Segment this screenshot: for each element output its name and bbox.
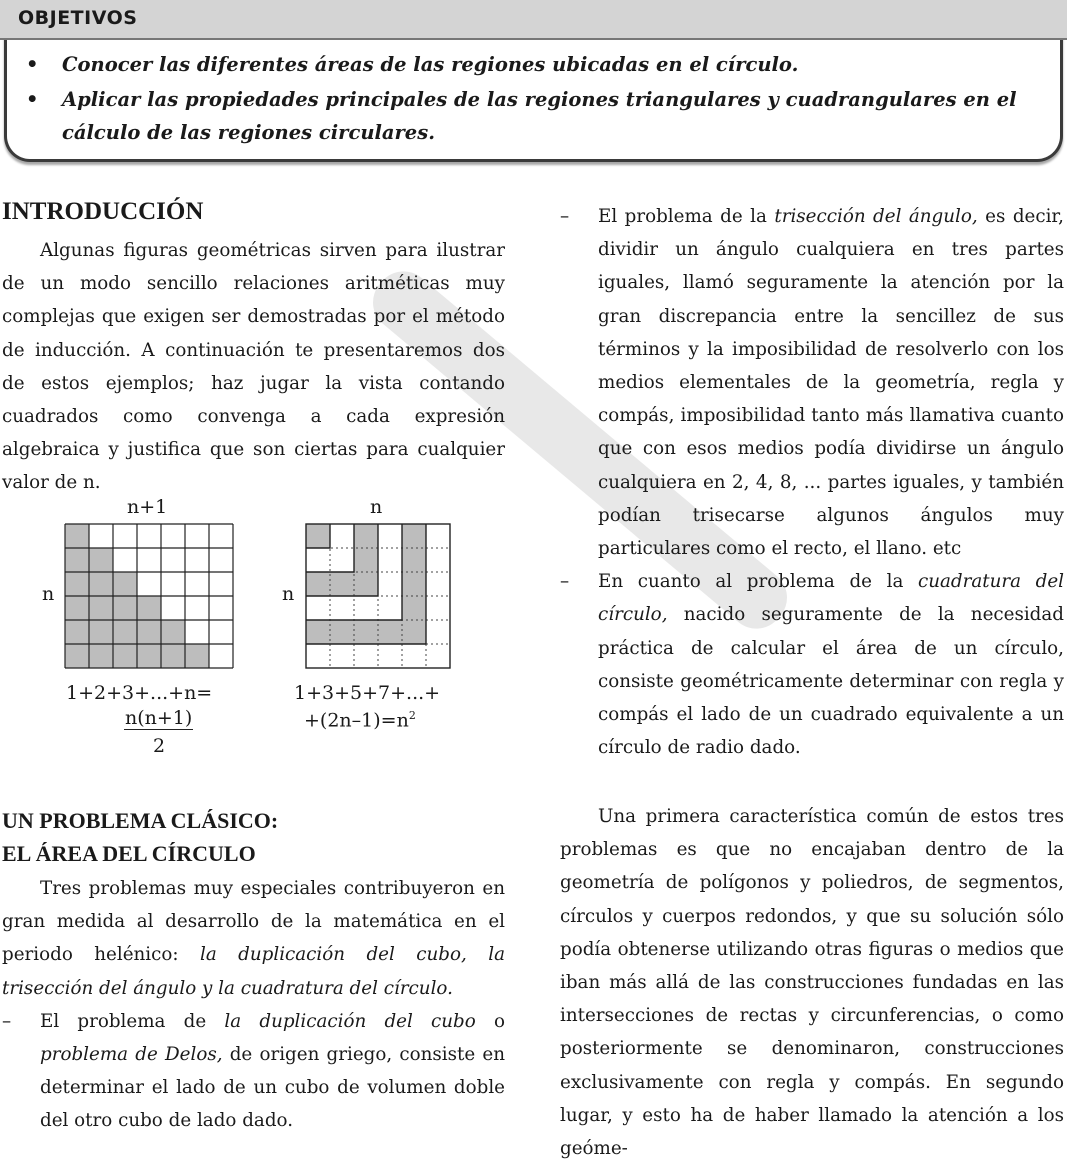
fig-left-top-label: n+1 <box>127 496 168 518</box>
fig-left-formula: 1+2+3+...+n= <box>66 682 213 704</box>
odd-numbers-grid-figure <box>305 523 453 669</box>
fig-left-fraction-numerator: n(n+1) <box>125 707 193 729</box>
fig-left-side-label: n <box>42 583 55 605</box>
right-column-paragraph: Una primera característica común de estos tres problemas es que no encajaban dentro de la geometría de polígonos y poliedros, de segmentos, círculos y cuerpos redondos, y que su solución sólo podía obtenerse utilizando otras figuras o medios que iban más allá de las construcciones fundadas en las intersecciones de rectas y circunferencias, o como posteriormente se denominaron, construcciones exclusivamente con regla y compás. En segundo lugar, y esto ha de haber llamado la atención a los geóme- <box>560 806 1064 1160</box>
objective-item-1: • Conocer las diferentes áreas de las regiones ubicadas en el círculo. <box>26 53 799 76</box>
fig-right-formula-line1: 1+3+5+7+...+ <box>294 682 441 704</box>
intro-heading: INTRODUCCIÓN <box>2 198 204 225</box>
classic-heading: UN PROBLEMA CLÁSICO: EL ÁREA DEL CÍRCULO <box>2 808 279 866</box>
problem-item-quadrature: – En cuanto al problema de la cuadratura del círculo, nacido seguramente de la necesidad práctica de calcular el área de un círculo, consiste geométricamente determinar con regla y compás el lado de un cuadrado equivalente a un círculo de radio dado. <box>560 565 1064 764</box>
right-column-items <box>560 200 1064 764</box>
fig-left-fraction-denominator: 2 <box>153 735 166 757</box>
problem-item-trisection: – El problema de la trisección del ángulo, es decir, dividir un ángulo cualquiera en tres partes iguales, llamó seguramente la atención por la gran discrepancia entre la sencillez de sus términos y la imposibilidad de resolverlo con los medios elementales de la geometría, regla y compás, imposibilidad tanto más llamativa cuanto que con esos medios podía dividirse un ángulo cualquiera en 2, 4, 8, ... partes iguales, y también podían trisecarse algunos ángulos muy particulares como el recto, el llano. etc <box>560 200 1064 565</box>
objectives-header <box>0 0 1067 40</box>
intro-paragraph: Algunas figuras geométricas sirven para ilustrar de un modo sencillo relaciones aritméticas muy complejas que exigen ser demostradas por el método de inducción. A continuación te presentaremos dos de estos ejemplos; haz jugar la vista contando cuadrados como convenga a cada expresión algebraica y justifica que son ciertas para cualquier valor de n. <box>2 240 505 494</box>
fig-right-top-label: n <box>370 496 383 518</box>
problem-item-duplication: – El problema de la duplicación del cubo o problema de Delos, de origen griego, consiste en determinar el lado de un cubo de volumen doble del otro cubo de lado dado. <box>2 1005 505 1138</box>
classic-paragraph: Tres problemas muy especiales contribuyeron en gran medida al desarrollo de la matemática en el periodo helénico: la duplicación del cubo, la trisección del ángulo y la cuadratura del círculo. – El problema de la duplicación del cubo o problema de Delos, de origen griego, consiste en determinar el lado de un cubo de volumen doble del otro cubo de lado dado. <box>2 872 505 1138</box>
objectives-title: OBJETIVOS <box>18 7 138 29</box>
fig-right-formula-line2: $+(2n-1)=n^2$ <box>304 709 416 732</box>
staircase-grid-figure <box>64 523 236 669</box>
fig-right-side-label: n <box>282 583 295 605</box>
objective-item-2: • Aplicar las propiedades principales de las regiones triangulares y cuadrangulares en el cálculo de las regiones circulares. <box>26 88 1017 144</box>
